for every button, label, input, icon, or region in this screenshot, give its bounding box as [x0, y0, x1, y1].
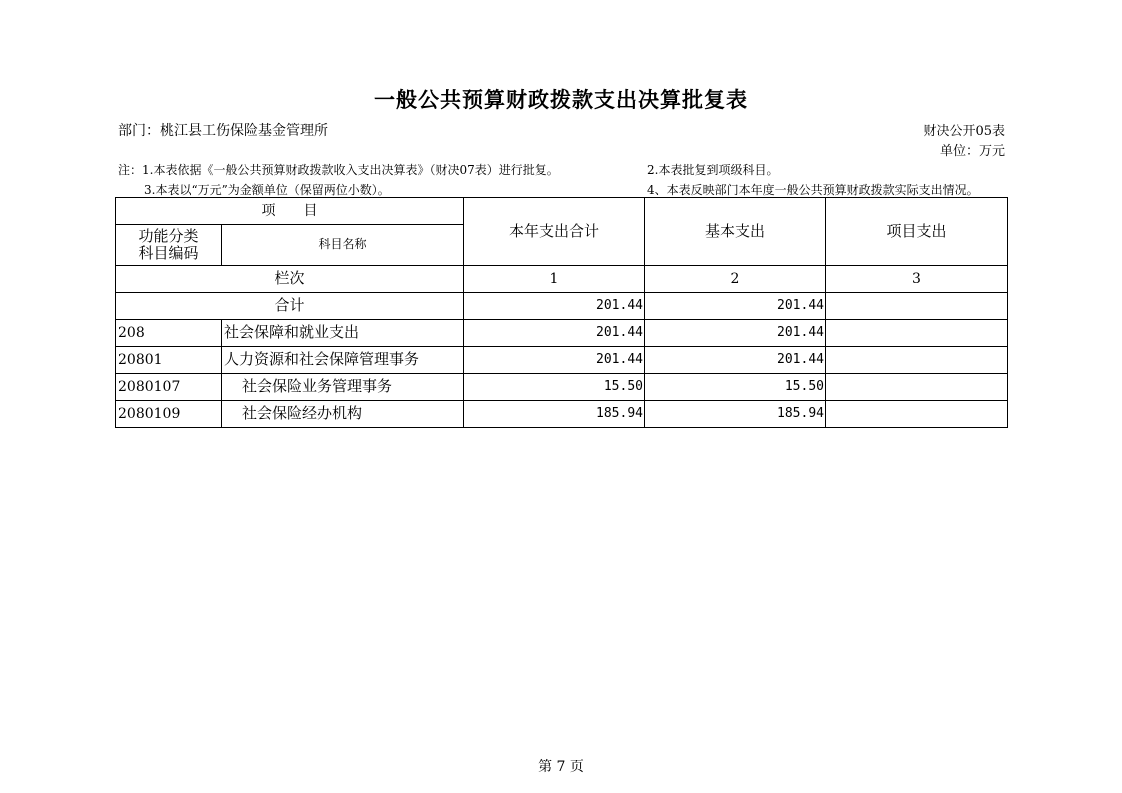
- table-row: [116, 374, 1008, 401]
- row-code: 20801: [116, 347, 222, 374]
- row-name: 社会保险经办机构: [222, 401, 464, 428]
- header-total: 本年支出合计: [464, 198, 645, 266]
- row-basic: 201.44: [645, 347, 826, 374]
- row-total: 185.94: [464, 401, 645, 428]
- header-func-code: 功能分类 科目编码: [116, 225, 222, 266]
- summary-total: 201.44: [464, 293, 645, 320]
- summary-label: 合计: [116, 293, 464, 320]
- row-code: 208: [116, 320, 222, 347]
- column-no-2: 2: [645, 266, 826, 293]
- note-3: 3.本表以“万元”为金额单位（保留两位小数）。: [144, 183, 390, 197]
- row-name: 社会保障和就业支出: [222, 320, 464, 347]
- header-project: 项目支出: [826, 198, 1008, 266]
- header-subject-name: 科目名称: [222, 225, 464, 266]
- page-number: 第 7 页: [538, 759, 584, 775]
- header-item: 项 目: [116, 198, 464, 225]
- page-title: 一般公共预算财政拨款支出决算批复表: [374, 87, 748, 112]
- row-total: 201.44: [464, 320, 645, 347]
- note-2: 2.本表批复到项级科目。: [647, 163, 779, 177]
- row-project: [826, 347, 1008, 374]
- summary-basic: 201.44: [645, 293, 826, 320]
- table-row: [116, 347, 1008, 374]
- budget-table: [115, 197, 1008, 428]
- department-label: 部门：桃江县工伤保险基金管理所: [118, 123, 328, 139]
- row-code: 2080107: [116, 374, 222, 401]
- row-code: 2080109: [116, 401, 222, 428]
- column-no-3: 3: [826, 266, 1008, 293]
- header-basic: 基本支出: [645, 198, 826, 266]
- row-basic: 185.94: [645, 401, 826, 428]
- row-project: [826, 320, 1008, 347]
- row-total: 201.44: [464, 347, 645, 374]
- row-name: 社会保险业务管理事务: [222, 374, 464, 401]
- summary-row: [116, 293, 1008, 320]
- table-row: [116, 401, 1008, 428]
- unit-label: 单位：万元: [939, 144, 1005, 159]
- row-basic: 201.44: [645, 320, 826, 347]
- form-number: 财决公开05表: [923, 124, 1005, 139]
- column-no-1: 1: [464, 266, 645, 293]
- row-project: [826, 374, 1008, 401]
- row-basic: 15.50: [645, 374, 826, 401]
- note-4: 4、本表反映部门本年度一般公共预算财政拨款实际支出情况。: [647, 183, 979, 197]
- row-name: 人力资源和社会保障管理事务: [222, 347, 464, 374]
- column-no-label: 栏次: [116, 266, 464, 293]
- table-row: [116, 320, 1008, 347]
- row-total: 15.50: [464, 374, 645, 401]
- note-1: 注：1.本表依据《一般公共预算财政拨款收入支出决算表》（财决07表）进行批复。: [118, 163, 559, 177]
- summary-project: [826, 293, 1008, 320]
- row-project: [826, 401, 1008, 428]
